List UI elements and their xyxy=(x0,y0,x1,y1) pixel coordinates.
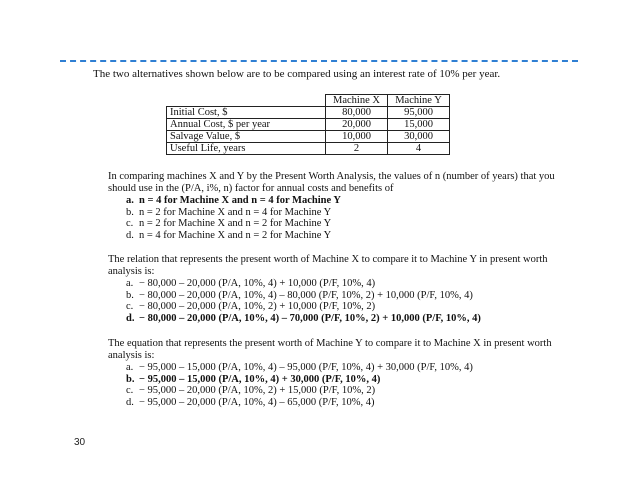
question-2 xyxy=(108,254,568,325)
page-number: 30 xyxy=(74,437,86,448)
option-c: c. − 95,000 – 20,000 (P/A, 10%, 2) + 15,000 (P/F, 10%, 2) xyxy=(126,385,376,397)
option-b: b. − 95,000 – 15,000 (P/A, 10%, 4) + 30,000 (P/F, 10%, 4) xyxy=(126,373,381,385)
intro-text: The two alternatives shown below are to be compared using an interest rate of 10% per year. xyxy=(93,68,501,80)
question-stem: In comparing machines X and Y by the Present Worth Analysis, the values of n (number of years) that you should use in the (P/A, i%, n) factor for annual costs and benefits of xyxy=(108,171,555,194)
table-header-row xyxy=(167,95,450,107)
question-1 xyxy=(108,171,568,242)
option-list xyxy=(108,278,568,324)
cell-machine-y: 30,000 xyxy=(388,131,450,143)
header-machine-y: Machine Y xyxy=(388,95,450,107)
question-stem: The equation that represents the present worth of Machine Y to compare it to Machine X in present worth analysis is: xyxy=(108,338,552,361)
option-a: a. − 95,000 – 15,000 (P/A, 10%, 4) – 95,000 (P/F, 10%, 4) + 30,000 (P/F, 10%, 4) xyxy=(126,362,473,374)
row-label: Initial Cost, $ xyxy=(167,107,326,119)
question-3 xyxy=(108,338,568,409)
option-list xyxy=(108,195,568,241)
row-label: Salvage Value, $ xyxy=(167,131,326,143)
option-c: c. n = 2 for Machine X and n = 2 for Machine Y xyxy=(126,218,332,230)
cell-machine-y: 15,000 xyxy=(388,119,450,131)
table-row xyxy=(167,107,450,119)
table-row xyxy=(167,119,450,131)
cell-machine-x: 2 xyxy=(326,143,388,155)
option-d: d. n = 4 for Machine X and n = 2 for Machine Y xyxy=(126,229,332,241)
cell-machine-x: 10,000 xyxy=(326,131,388,143)
question-stem: The relation that represents the present worth of Machine X to compare it to Machine Y in present worth analysis is: xyxy=(108,254,548,277)
cell-machine-y: 95,000 xyxy=(388,107,450,119)
option-a: a. n = 4 for Machine X and n = 4 for Machine Y xyxy=(126,195,341,207)
option-a: a. − 80,000 – 20,000 (P/A, 10%, 4) + 10,000 (P/F, 10%, 4) xyxy=(126,278,376,290)
option-d: d. − 80,000 – 20,000 (P/A, 10%, 4) – 70,000 (P/F, 10%, 2) + 10,000 (P/F, 10%, 4) xyxy=(126,312,481,324)
header-machine-x: Machine X xyxy=(326,95,388,107)
cell-machine-x: 20,000 xyxy=(326,119,388,131)
row-label: Useful Life, years xyxy=(167,143,326,155)
cell-machine-x: 80,000 xyxy=(326,107,388,119)
option-b: b. − 80,000 – 20,000 (P/A, 10%, 4) – 80,000 (P/F, 10%, 2) + 10,000 (P/F, 10%, 4) xyxy=(126,289,473,301)
option-list xyxy=(108,362,568,408)
cell-machine-y: 4 xyxy=(388,143,450,155)
option-d: d. − 95,000 – 20,000 (P/A, 10%, 4) – 65,000 (P/F, 10%, 4) xyxy=(126,396,375,408)
row-label: Annual Cost, $ per year xyxy=(167,119,326,131)
alternatives-table xyxy=(166,94,450,155)
table-row xyxy=(167,143,450,155)
table-corner xyxy=(167,95,326,107)
option-c: c. − 80,000 – 20,000 (P/A, 10%, 2) + 10,000 (P/F, 10%, 2) xyxy=(126,301,376,313)
option-b: b. n = 2 for Machine X and n = 4 for Machine Y xyxy=(126,206,332,218)
table-row xyxy=(167,131,450,143)
dashed-divider xyxy=(60,60,578,62)
